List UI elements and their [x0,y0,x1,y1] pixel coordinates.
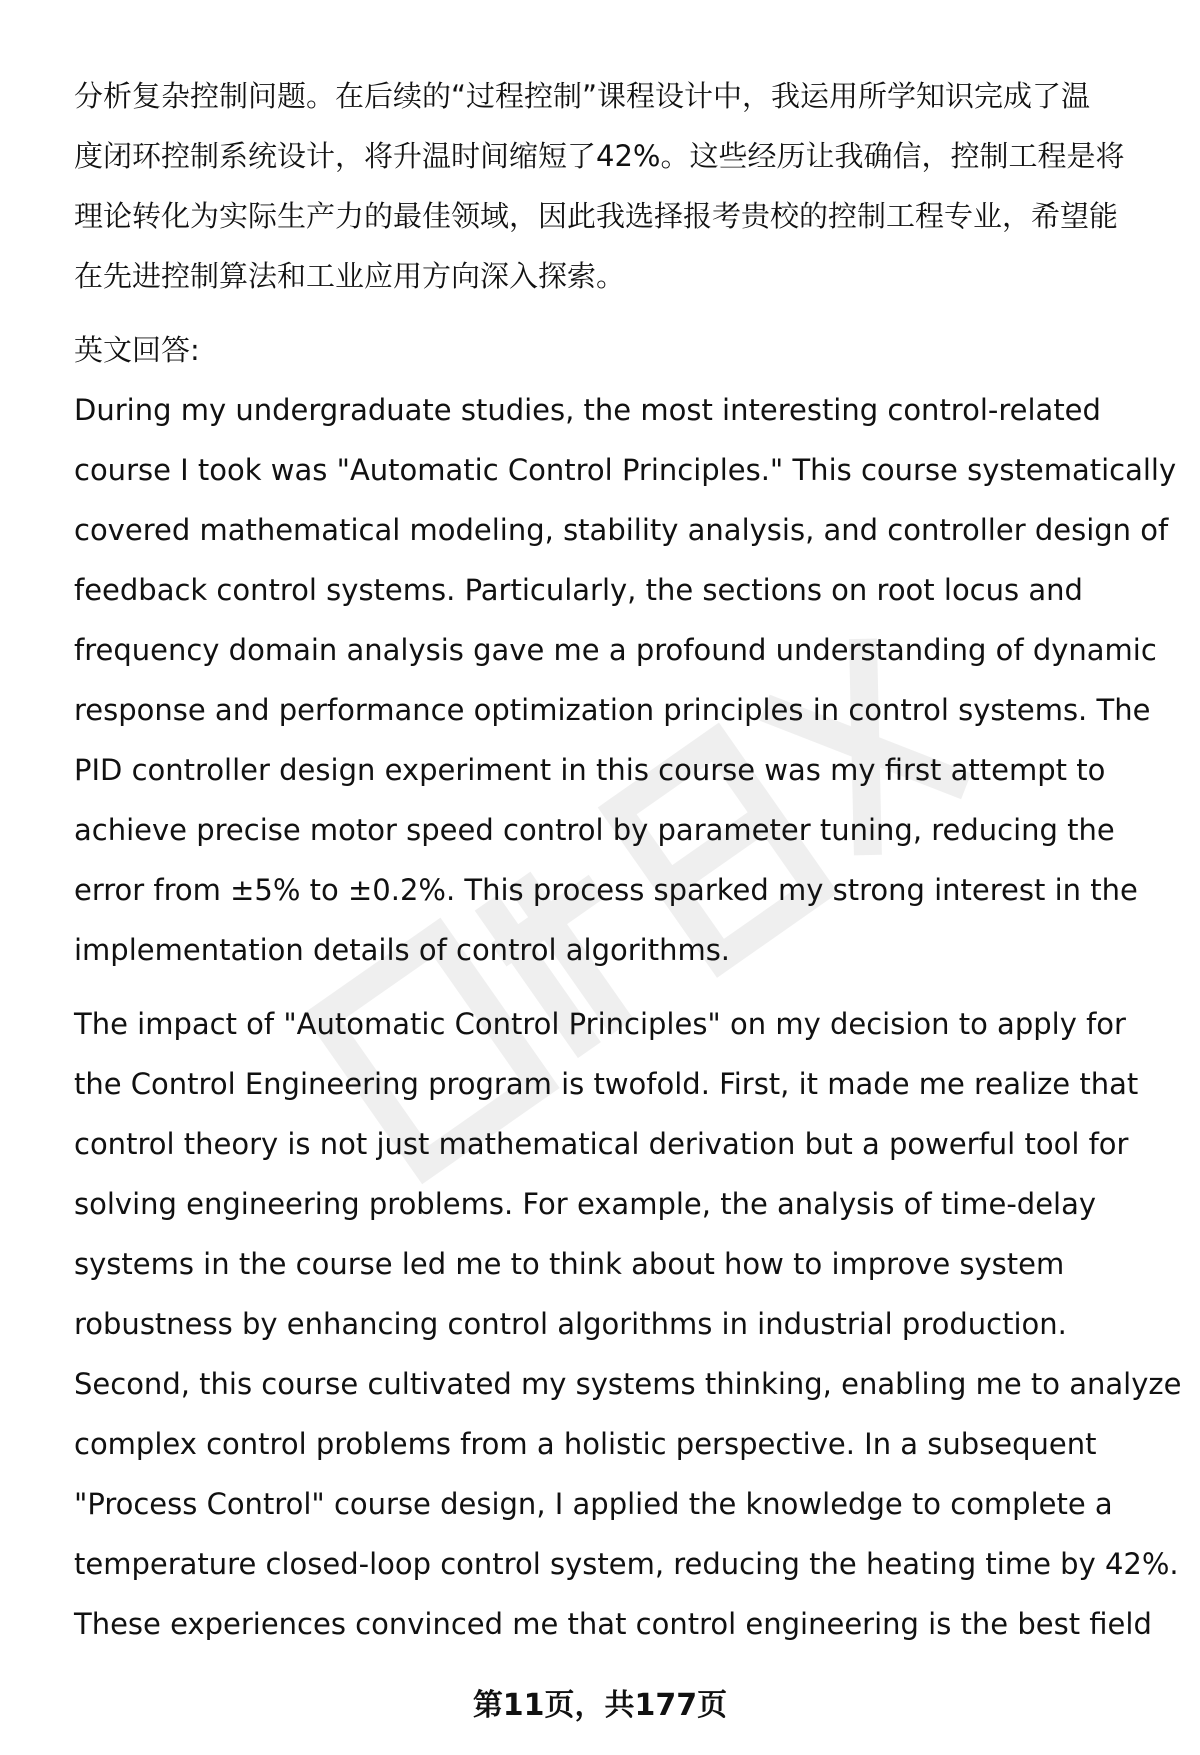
paragraph-chinese-continued [74,66,1154,306]
text-line: achieve precise motor speed control by parameter tuning, reducing the [74,813,1115,847]
text-line: robustness by enhancing control algorithms in industrial production. [74,1307,1067,1341]
document-body [74,66,1182,1654]
text-line: control theory is not just mathematical derivation but a powerful tool for [74,1127,1129,1161]
page-number-footer: 第11页，共177页 [472,1688,728,1723]
text-line: Second, this course cultivated my systems thinking, enabling me to analyze [74,1367,1182,1401]
text-line: 分析复杂控制问题。在后续的“过程控制”课程设计中，我运用所学知识完成了温 [74,79,1091,113]
text-line: solving engineering problems. For example, the analysis of time-delay [74,1187,1097,1221]
text-line: course I took was "Automatic Control Principles." This course systematically [74,453,1177,487]
text-line: "Process Control" course design, I applied the knowledge to complete a [74,1487,1113,1521]
text-line: complex control problems from a holistic perspective. In a subsequent [74,1427,1097,1461]
text-line: During my undergraduate studies, the most interesting control-related [74,393,1101,427]
text-line: the Control Engineering program is twofold. First, it made me realize that [74,1067,1139,1101]
text-line: PID controller design experiment in this course was my first attempt to [74,753,1106,787]
text-line: 度闭环控制系统设计，将升温时间缩短了42%。这些经历让我确信，控制工程是将 [74,139,1125,173]
text-line: systems in the course led me to think about how to improve system [74,1247,1065,1281]
text-line: frequency domain analysis gave me a profound understanding of dynamic [74,633,1157,667]
text-line: response and performance optimization principles in control systems. The [74,693,1151,727]
text-line: The impact of "Automatic Control Principles" on my decision to apply for [74,1007,1126,1041]
text-line: 在先进控制算法和工业应用方向深入探索。 [74,259,626,293]
text-line: These experiences convinced me that control engineering is the best field [74,1607,1152,1641]
text-line: error from ±5% to ±0.2%. This process sparked my strong interest in the [74,873,1138,907]
english-answer-section [74,320,1177,980]
english-answer-heading: 英文回答: [74,333,200,367]
text-line: 理论转化为实际生产力的最佳领域，因此我选择报考贵校的控制工程专业，希望能 [74,199,1119,233]
text-line: covered mathematical modeling, stability analysis, and controller design of [74,513,1169,547]
text-line: implementation details of control algorithms. [74,933,731,967]
text-line: feedback control systems. Particularly, the sections on root locus and [74,573,1083,607]
paragraph-english-2 [74,994,1182,1654]
text-line: temperature closed-loop control system, reducing the heating time by 42%. [74,1547,1179,1581]
